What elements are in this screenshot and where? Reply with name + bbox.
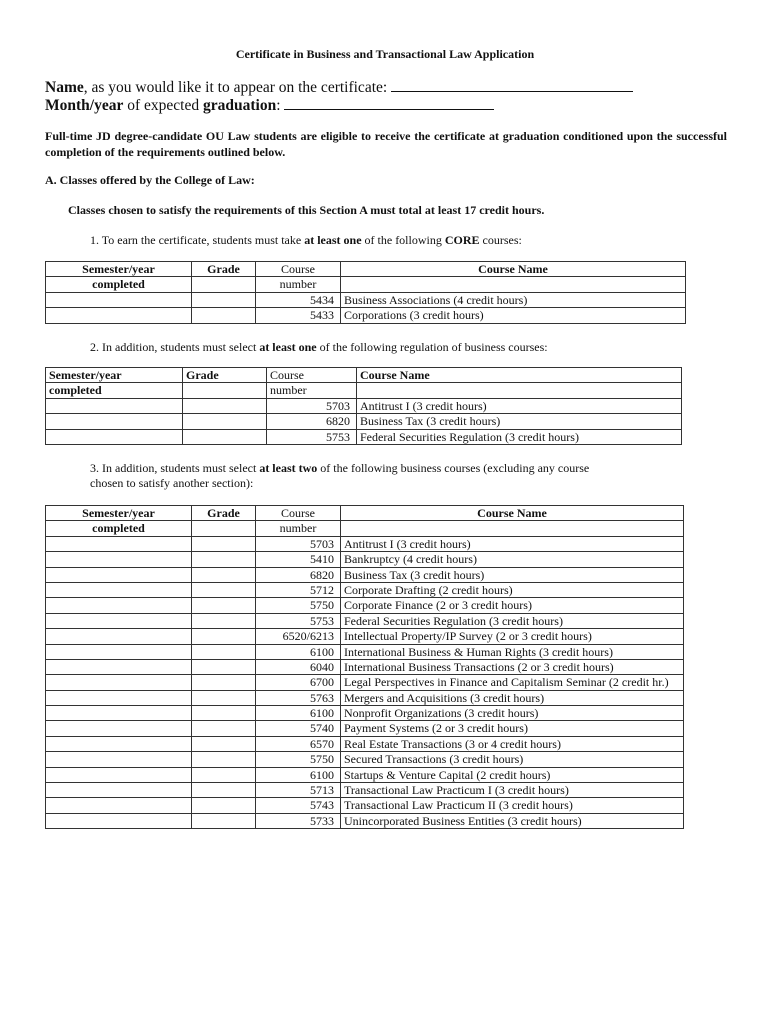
header-semester: Semester/year [46, 368, 183, 383]
course-number-cell: 5433 [256, 308, 341, 323]
course-name-cell: International Business & Human Rights (3 credit hours) [341, 644, 684, 659]
semester-cell[interactable] [46, 813, 192, 828]
course-name-cell: Startups & Venture Capital (2 credit hours) [341, 767, 684, 782]
course-number-cell: 5713 [256, 783, 341, 798]
grade-cell[interactable] [192, 767, 256, 782]
course-name-cell: Corporations (3 credit hours) [341, 308, 686, 323]
semester-cell[interactable] [46, 613, 192, 628]
course-name-cell: Business Tax (3 credit hours) [357, 414, 682, 429]
req1-mid: of the following [361, 233, 445, 247]
course-number-cell: 6100 [256, 706, 341, 721]
header-course-name: Course Name [341, 262, 686, 277]
grade-cell[interactable] [192, 752, 256, 767]
semester-cell[interactable] [46, 798, 192, 813]
req3-suffix-1: of the following business courses (excluding any course [317, 461, 590, 475]
table-row [46, 536, 684, 551]
name-label: Name [45, 79, 84, 96]
req3-bold: at least two [259, 461, 318, 475]
header-grade-cont [192, 521, 256, 536]
semester-cell[interactable] [46, 598, 192, 613]
semester-cell[interactable] [46, 567, 192, 582]
table-header-row [46, 368, 682, 383]
course-number-cell: 5763 [256, 690, 341, 705]
header-semester: Semester/year [46, 262, 192, 277]
table-row [46, 629, 684, 644]
semester-cell[interactable] [46, 783, 192, 798]
course-name-cell: Federal Securities Regulation (3 credit hours) [357, 429, 682, 444]
table-header-row-2 [46, 277, 686, 292]
grad-label-mid: of expected [123, 97, 203, 114]
semester-cell[interactable] [46, 752, 192, 767]
table-row [46, 582, 684, 597]
header-course-name-cont [341, 521, 684, 536]
course-name-cell: Payment Systems (2 or 3 credit hours) [341, 721, 684, 736]
grade-cell[interactable] [192, 598, 256, 613]
course-number-cell: 6700 [256, 675, 341, 690]
header-semester-2: completed [46, 521, 192, 536]
requirement-2 [90, 340, 548, 355]
header-course-number-2: number [256, 277, 341, 292]
table-row [46, 429, 682, 444]
header-course-number: Course [256, 262, 341, 277]
grad-label-graduation: graduation [202, 97, 277, 114]
table-row [46, 659, 684, 674]
graduation-field[interactable] [284, 97, 494, 110]
req2-bold: at least one [259, 340, 317, 354]
header-course-name: Course Name [341, 506, 684, 521]
header-course-name-cont [357, 383, 682, 398]
semester-cell[interactable] [46, 429, 183, 444]
grade-cell[interactable] [183, 429, 267, 444]
course-name-cell: Bankruptcy (4 credit hours) [341, 552, 684, 567]
grade-cell[interactable] [183, 414, 267, 429]
header-grade-cont [192, 277, 256, 292]
grade-cell[interactable] [183, 398, 267, 413]
course-name-cell: Legal Perspectives in Finance and Capitalism Seminar (2 credit hr.) [341, 675, 684, 690]
section-a-note: Classes chosen to satisfy the requirements of this Section A must total at least 17 credit hours. [68, 203, 545, 217]
course-number-cell: 6040 [256, 659, 341, 674]
business-courses-table [45, 505, 684, 829]
core-courses-table [45, 261, 686, 324]
grade-cell[interactable] [192, 536, 256, 551]
table-row [46, 598, 684, 613]
table-row [46, 552, 684, 567]
table-row [46, 690, 684, 705]
graduation-line [45, 97, 494, 115]
course-number-cell: 5740 [256, 721, 341, 736]
semester-cell[interactable] [46, 767, 192, 782]
document-title: Certificate in Business and Transactional Law Application [235, 47, 535, 61]
table-row [46, 567, 684, 582]
table-row [46, 414, 682, 429]
req1-core: CORE [444, 233, 480, 247]
req1-suffix: courses: [479, 233, 522, 247]
semester-cell[interactable] [46, 736, 192, 751]
course-number-cell: 5753 [256, 613, 341, 628]
course-name-cell: Real Estate Transactions (3 or 4 credit hours) [341, 736, 684, 751]
course-name-cell: Nonprofit Organizations (3 credit hours) [341, 706, 684, 721]
semester-cell[interactable] [46, 398, 183, 413]
grade-cell[interactable] [192, 629, 256, 644]
section-a-heading: A. Classes offered by the College of Law: [45, 173, 255, 187]
grad-label-month: Month/year [45, 97, 124, 114]
header-grade: Grade [183, 368, 267, 383]
semester-cell[interactable] [46, 659, 192, 674]
semester-cell[interactable] [46, 675, 192, 690]
req3-prefix: 3. In addition, students must select [90, 461, 260, 475]
table-row [46, 783, 684, 798]
grade-cell[interactable] [192, 292, 256, 307]
table-header-row [46, 262, 686, 277]
table-row [46, 308, 686, 323]
course-name-cell: Transactional Law Practicum I (3 credit hours) [341, 783, 684, 798]
grade-cell[interactable] [192, 675, 256, 690]
semester-cell[interactable] [46, 292, 192, 307]
course-number-cell: 6520/6213 [256, 629, 341, 644]
grad-label-colon: : [276, 97, 281, 114]
course-number-cell: 6820 [267, 414, 357, 429]
course-name-cell: Federal Securities Regulation (3 credit hours) [341, 613, 684, 628]
grade-cell[interactable] [192, 308, 256, 323]
header-grade-cont [183, 383, 267, 398]
course-number-cell: 5410 [256, 552, 341, 567]
course-name-cell: Corporate Drafting (2 credit hours) [341, 582, 684, 597]
course-name-cell: International Business Transactions (2 or 3 credit hours) [341, 659, 684, 674]
requirement-3 [90, 461, 650, 491]
header-course-name: Course Name [357, 368, 682, 383]
semester-cell[interactable] [46, 308, 192, 323]
requirement-1 [90, 233, 522, 248]
course-number-cell: 5743 [256, 798, 341, 813]
semester-cell[interactable] [46, 552, 192, 567]
course-name-cell: Business Associations (4 credit hours) [341, 292, 686, 307]
course-name-cell: Secured Transactions (3 credit hours) [341, 752, 684, 767]
table-header-row [46, 506, 684, 521]
table-row [46, 644, 684, 659]
course-number-cell: 5434 [256, 292, 341, 307]
name-label-rest: , as you would like it to appear on the certificate: [83, 79, 388, 96]
course-number-cell: 5750 [256, 752, 341, 767]
semester-cell[interactable] [46, 536, 192, 551]
table-row [46, 752, 684, 767]
grade-cell[interactable] [192, 659, 256, 674]
table-row [46, 767, 684, 782]
grade-cell[interactable] [192, 798, 256, 813]
semester-cell[interactable] [46, 582, 192, 597]
course-name-cell: Intellectual Property/IP Survey (2 or 3 credit hours) [341, 629, 684, 644]
name-field[interactable] [391, 79, 633, 92]
semester-cell[interactable] [46, 690, 192, 705]
course-number-cell: 5753 [267, 429, 357, 444]
header-course-number: Course [267, 368, 357, 383]
table-row [46, 675, 684, 690]
semester-cell[interactable] [46, 629, 192, 644]
course-name-cell: Business Tax (3 credit hours) [341, 567, 684, 582]
header-grade: Grade [192, 506, 256, 521]
grade-cell[interactable] [192, 706, 256, 721]
course-name-cell: Unincorporated Business Entities (3 credit hours) [341, 813, 684, 828]
semester-cell[interactable] [46, 706, 192, 721]
table-row [46, 721, 684, 736]
req2-prefix: 2. In addition, students must select [90, 340, 260, 354]
course-number-cell: 6100 [256, 767, 341, 782]
table-row [46, 813, 684, 828]
grade-cell[interactable] [192, 552, 256, 567]
req2-suffix: of the following regulation of business courses: [316, 340, 548, 354]
semester-cell[interactable] [46, 414, 183, 429]
course-name-cell: Corporate Finance (2 or 3 credit hours) [341, 598, 684, 613]
table-row [46, 706, 684, 721]
name-line [45, 79, 633, 97]
table-header-row-2 [46, 383, 682, 398]
grade-cell[interactable] [192, 567, 256, 582]
table-row [46, 398, 682, 413]
course-number-cell: 5750 [256, 598, 341, 613]
grade-cell[interactable] [192, 644, 256, 659]
grade-cell[interactable] [192, 690, 256, 705]
grade-cell[interactable] [192, 582, 256, 597]
grade-cell[interactable] [192, 783, 256, 798]
course-name-cell: Transactional Law Practicum II (3 credit hours) [341, 798, 684, 813]
header-semester-2: completed [46, 383, 183, 398]
table-row [46, 736, 684, 751]
course-number-cell: 6820 [256, 567, 341, 582]
intro-paragraph: Full-time JD degree-candidate OU Law students are eligible to receive the certificate at graduation conditioned upon the successful completion of the requirements outlined below. [45, 129, 727, 159]
course-number-cell: 5703 [256, 536, 341, 551]
table-header-row-2 [46, 521, 684, 536]
req1-prefix: 1. To earn the certificate, students must take [90, 233, 305, 247]
header-course-name-cont [341, 277, 686, 292]
header-grade: Grade [192, 262, 256, 277]
grade-cell[interactable] [192, 736, 256, 751]
table-row [46, 292, 686, 307]
regulation-courses-table [45, 367, 682, 445]
semester-cell[interactable] [46, 721, 192, 736]
table-row [46, 798, 684, 813]
header-course-number-2: number [267, 383, 357, 398]
req1-bold: at least one [304, 233, 362, 247]
grade-cell[interactable] [192, 721, 256, 736]
header-semester-2: completed [46, 277, 192, 292]
semester-cell[interactable] [46, 644, 192, 659]
table-row [46, 613, 684, 628]
course-number-cell: 5733 [256, 813, 341, 828]
course-number-cell: 5703 [267, 398, 357, 413]
course-name-cell: Antitrust I (3 credit hours) [341, 536, 684, 551]
course-name-cell: Mergers and Acquisitions (3 credit hours) [341, 690, 684, 705]
grade-cell[interactable] [192, 813, 256, 828]
course-number-cell: 6570 [256, 736, 341, 751]
header-semester: Semester/year [46, 506, 192, 521]
course-number-cell: 6100 [256, 644, 341, 659]
course-name-cell: Antitrust I (3 credit hours) [357, 398, 682, 413]
req3-suffix-2: chosen to satisfy another section): [90, 476, 254, 490]
grade-cell[interactable] [192, 613, 256, 628]
course-number-cell: 5712 [256, 582, 341, 597]
header-course-number: Course [256, 506, 341, 521]
header-course-number-2: number [256, 521, 341, 536]
